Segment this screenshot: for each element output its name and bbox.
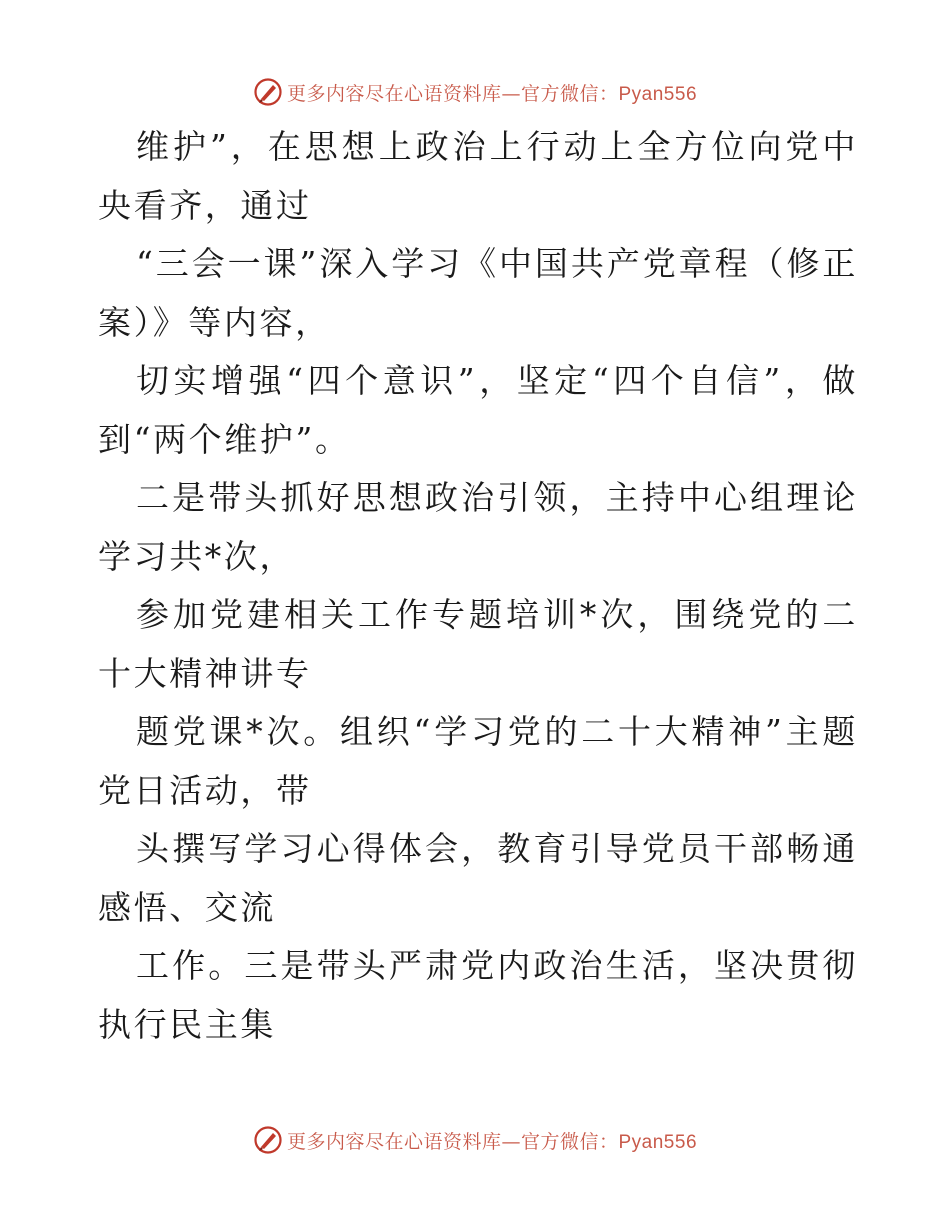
paragraph: 维护”，在思想上政治上行动上全方位向党中央看齐，通过 [98,127,858,225]
paragraph: 参加党建相关工作专题培训*次，围绕党的二十大精神讲专 [98,595,858,693]
paragraph: 头撰写学习心得体会，教育引导党员干部畅通感悟、交流 [98,829,858,927]
quill-pen-logo-icon [253,77,283,107]
quill-pen-logo-icon [253,1125,283,1155]
paragraph: 工作。三是带头严肃党内政治生活，坚决贯彻执行民主集 [98,946,858,1044]
paragraph: 题党课*次。组织“学习党的二十大精神”主题党日活动，带 [98,712,858,810]
watermark-text: 更多内容尽在心语资料库—官方微信：Pyan556 [286,82,698,105]
document-body [98,118,858,1054]
watermark-text: 更多内容尽在心语资料库—官方微信：Pyan556 [286,1130,698,1153]
footer-watermark [0,1120,950,1160]
paragraph: 切实增强“四个意识”，坚定“四个自信”，做到“两个维护”。 [98,361,858,459]
paragraph: “三会一课”深入学习《中国共产党章程（修正案）》等内容， [98,244,858,342]
header-watermark [0,72,950,112]
paragraph: 二是带头抓好思想政治引领，主持中心组理论学习共*次， [98,478,858,576]
